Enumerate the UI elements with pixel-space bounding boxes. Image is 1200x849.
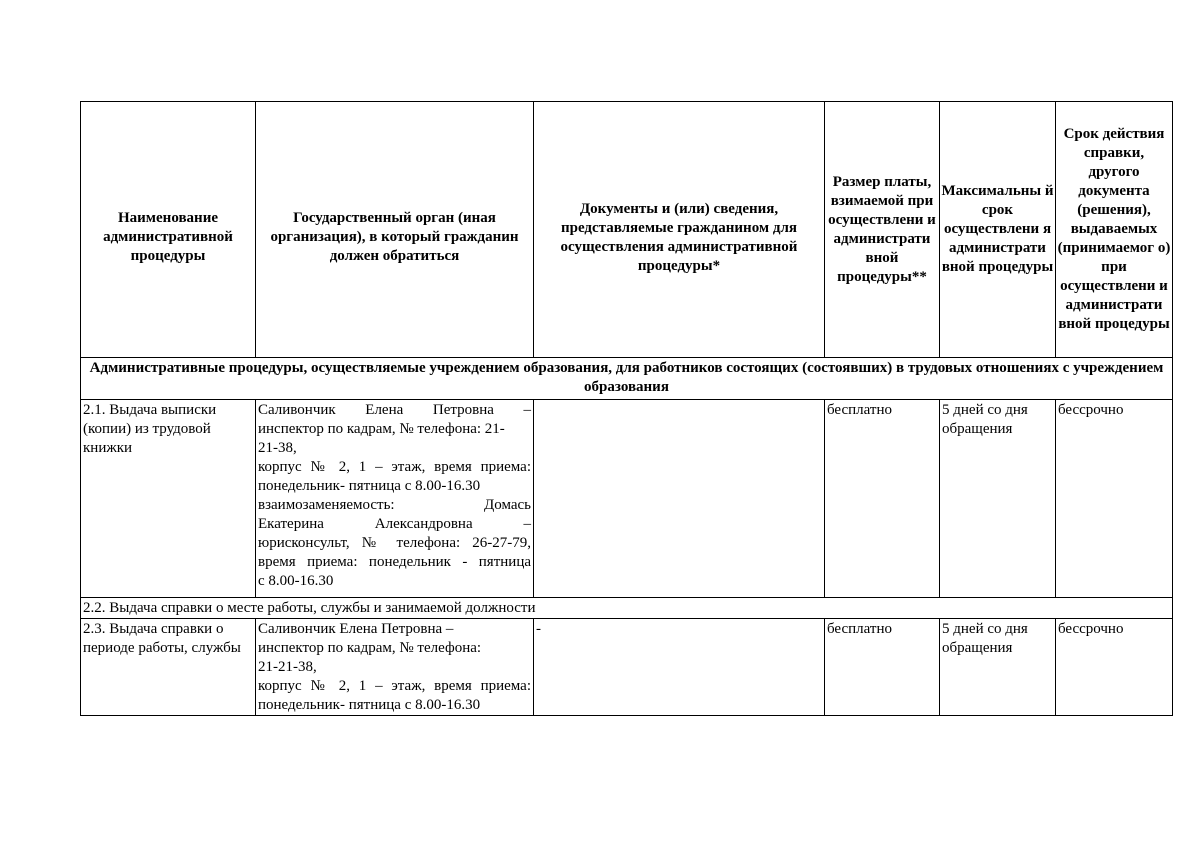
documents-cell: - xyxy=(534,619,825,716)
section-title: Административные процедуры, осуществляемые учреждением образования, для работников состоящих (состоявших) в трудовых отношениях с учреждением образования xyxy=(81,358,1173,400)
fee-cell: бесплатно xyxy=(825,619,940,716)
documents-cell xyxy=(534,400,825,598)
section-row xyxy=(81,358,1173,400)
org-line: юрисконсульт, № телефона: 26-27-79, xyxy=(258,535,531,551)
org-line: понедельник- пятница с 8.00-16.30 xyxy=(258,478,481,494)
org-line: 21-21-38, xyxy=(258,659,317,675)
table-row xyxy=(81,598,1173,619)
term-cell: 5 дней со дня обращения xyxy=(940,619,1056,716)
term-cell: 5 дней со дня обращения xyxy=(940,400,1056,598)
org-line: корпус № 2, 1 – этаж, время приема: xyxy=(258,459,531,475)
header-validity: Срок действия справки, другого документа (решения), выдаваемых (принимаемог о) при осуществлени и администрати вной процедуры xyxy=(1056,102,1173,358)
procedure-name-cell: 2.1. Выдача выписки (копии) из трудовой книжки xyxy=(81,400,256,598)
validity-cell: бессрочно xyxy=(1056,400,1173,598)
org-line: с 8.00-16.30 xyxy=(258,573,334,589)
header-organization: Государственный орган (иная организация), в который гражданин должен обратиться xyxy=(256,102,534,358)
org-line: понедельник- пятница с 8.00-16.30 xyxy=(258,697,481,713)
header-max-term: Максимальны й срок осуществлени я администрати вной процедуры xyxy=(940,102,1056,358)
header-documents: Документы и (или) сведения, представляемые гражданином для осуществления административной процедуры* xyxy=(534,102,825,358)
org-line: время приема: понедельник - пятница xyxy=(258,554,531,570)
org-line: инспектор по кадрам, № телефона: xyxy=(258,640,482,656)
org-line: взаимозаменяемость: Домась xyxy=(258,497,531,513)
org-line: Саливончик Елена Петровна – xyxy=(258,621,454,637)
org-line: 21-38, xyxy=(258,440,297,456)
org-line: Екатерина Александровна – xyxy=(258,516,531,532)
header-procedure-name: Наименование административной процедуры xyxy=(81,102,256,358)
procedures-table xyxy=(80,101,1173,716)
header-row xyxy=(81,102,1173,358)
table-row xyxy=(81,400,1173,598)
validity-cell: бессрочно xyxy=(1056,619,1173,716)
org-line: корпус № 2, 1 – этаж, время приема: xyxy=(258,678,531,694)
org-line: инспектор по кадрам, № телефона: 21- xyxy=(258,421,505,437)
fee-cell: бесплатно xyxy=(825,400,940,598)
organization-cell xyxy=(256,400,534,598)
org-line: Саливончик Елена Петровна – xyxy=(258,402,531,418)
organization-cell xyxy=(256,619,534,716)
header-fee: Размер платы, взимаемой при осуществлени и администрати вной процедуры** xyxy=(825,102,940,358)
procedure-name-cell: 2.3. Выдача справки о периоде работы, службы xyxy=(81,619,256,716)
procedure-full-row-cell: 2.2. Выдача справки о месте работы, службы и занимаемой должности xyxy=(81,598,1173,619)
table-row xyxy=(81,619,1173,716)
